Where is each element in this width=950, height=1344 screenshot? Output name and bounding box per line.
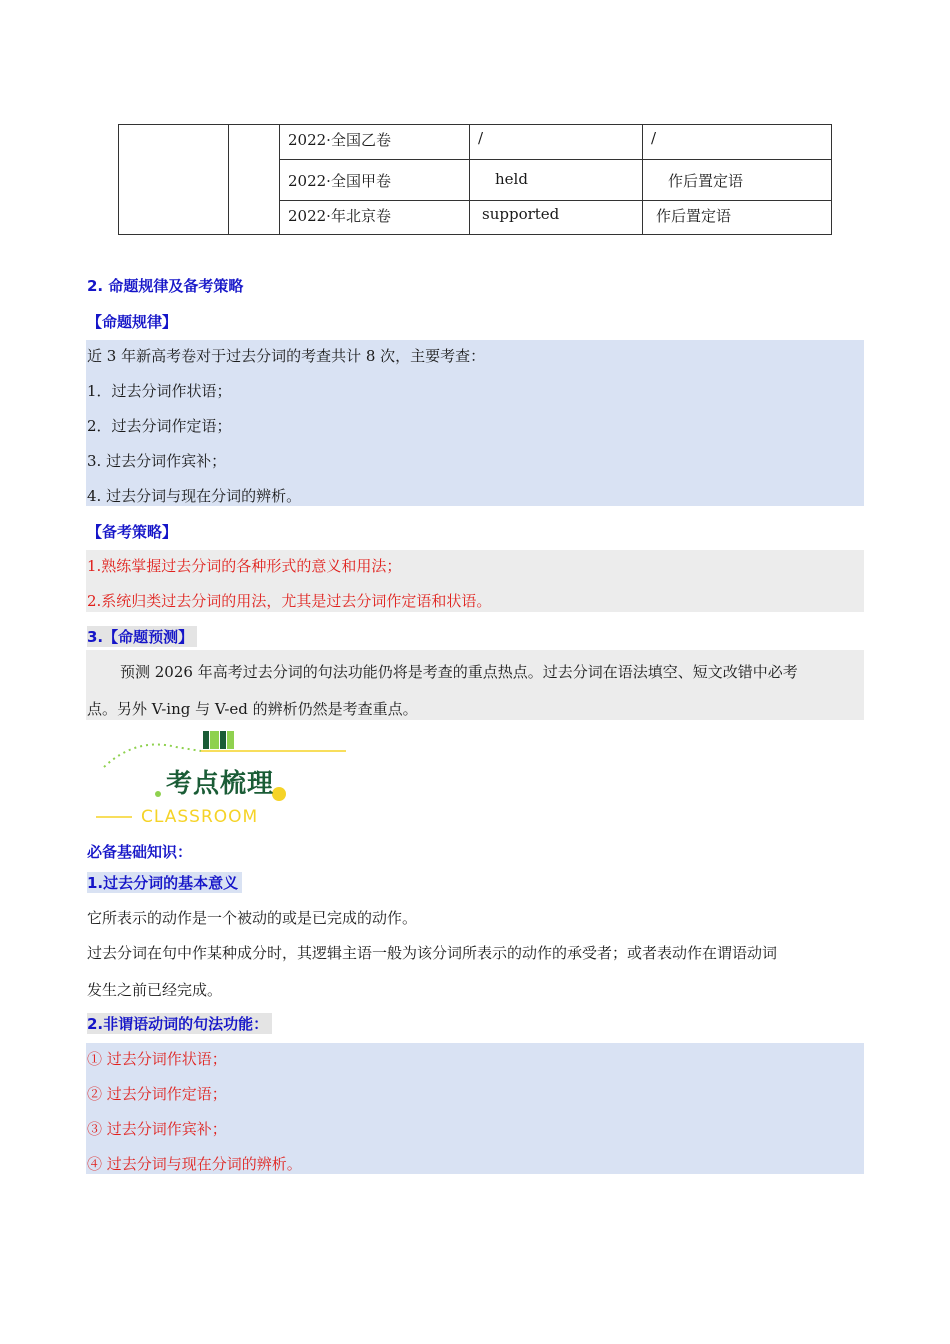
strategy-item: 1.熟练掌握过去分词的各种形式的意义和用法； — [87, 557, 402, 575]
year-cell: 2022·年北京卷 — [288, 207, 391, 225]
year-cell: 2022·全国甲卷 — [288, 172, 391, 190]
knowledge-sub2: 2.非谓语动词的句法功能： — [87, 1013, 272, 1034]
exam-table — [118, 124, 832, 235]
knowledge-sub1: 1.过去分词的基本意义 — [87, 872, 242, 893]
knowledge-p2-line1: 过去分词在句中作某种成分时，其逻辑主语一般为该分词所表示的动作的承受者；或者表动作在谓语动词 — [87, 944, 778, 962]
usage-cell: 作后置定语 — [656, 207, 732, 225]
strategy-title: 【备考策略】 — [87, 523, 178, 541]
banner-title: 考点梳理 — [166, 769, 275, 799]
prediction-line-2: 点。另外 V-ing 与 V-ed 的辨析仍然是考查重点。 — [87, 700, 418, 718]
knowledge-p2-line2: 发生之前已经完成。 — [87, 981, 223, 999]
year-cell: 2022·全国乙卷 — [288, 131, 391, 149]
function-item: ③ 过去分词作宾补； — [87, 1120, 227, 1138]
rule-item: 1．过去分词作状语； — [87, 382, 232, 400]
banner-subtitle: CLASSROOM — [141, 807, 259, 827]
rules-intro: 近 3 年新高考卷对于过去分词的考查共计 8 次，主要考查： — [87, 347, 486, 365]
rule-item: 2．过去分词作定语； — [87, 417, 232, 435]
function-item: ① 过去分词作状语； — [87, 1050, 227, 1068]
usage-cell: 作后置定语 — [668, 172, 744, 190]
knowledge-p1: 它所表示的动作是一个被动的或是已完成的动作。 — [87, 909, 418, 927]
section3-title: 3.【命题预测】 — [87, 626, 197, 647]
merged-cell-1 — [119, 125, 229, 235]
word-cell: / — [478, 129, 484, 147]
classroom-banner — [96, 727, 356, 827]
word-cell: held — [495, 170, 528, 188]
prediction-line-1: 预测 2026 年高考过去分词的句法功能仍将是考查的重点热点。过去分词在语法填空、短文改错中必考 — [120, 663, 798, 681]
rule-item: 3. 过去分词作宾补； — [87, 452, 227, 470]
strategy-item: 2.系统归类过去分词的用法，尤其是过去分词作定语和状语。 — [87, 592, 492, 610]
rules-title: 【命题规律】 — [87, 313, 178, 331]
function-item: ② 过去分词作定语； — [87, 1085, 227, 1103]
usage-cell: / — [651, 129, 657, 147]
merged-cell-2 — [229, 125, 280, 235]
function-item: ④ 过去分词与现在分词的辨析。 — [87, 1155, 302, 1173]
table-row — [119, 125, 832, 160]
knowledge-heading: 必备基础知识： — [87, 843, 193, 861]
section2-title: 2. 命题规律及备考策略 — [87, 277, 244, 295]
word-cell: supported — [482, 205, 560, 223]
rule-item: 4. 过去分词与现在分词的辨析。 — [87, 487, 302, 505]
